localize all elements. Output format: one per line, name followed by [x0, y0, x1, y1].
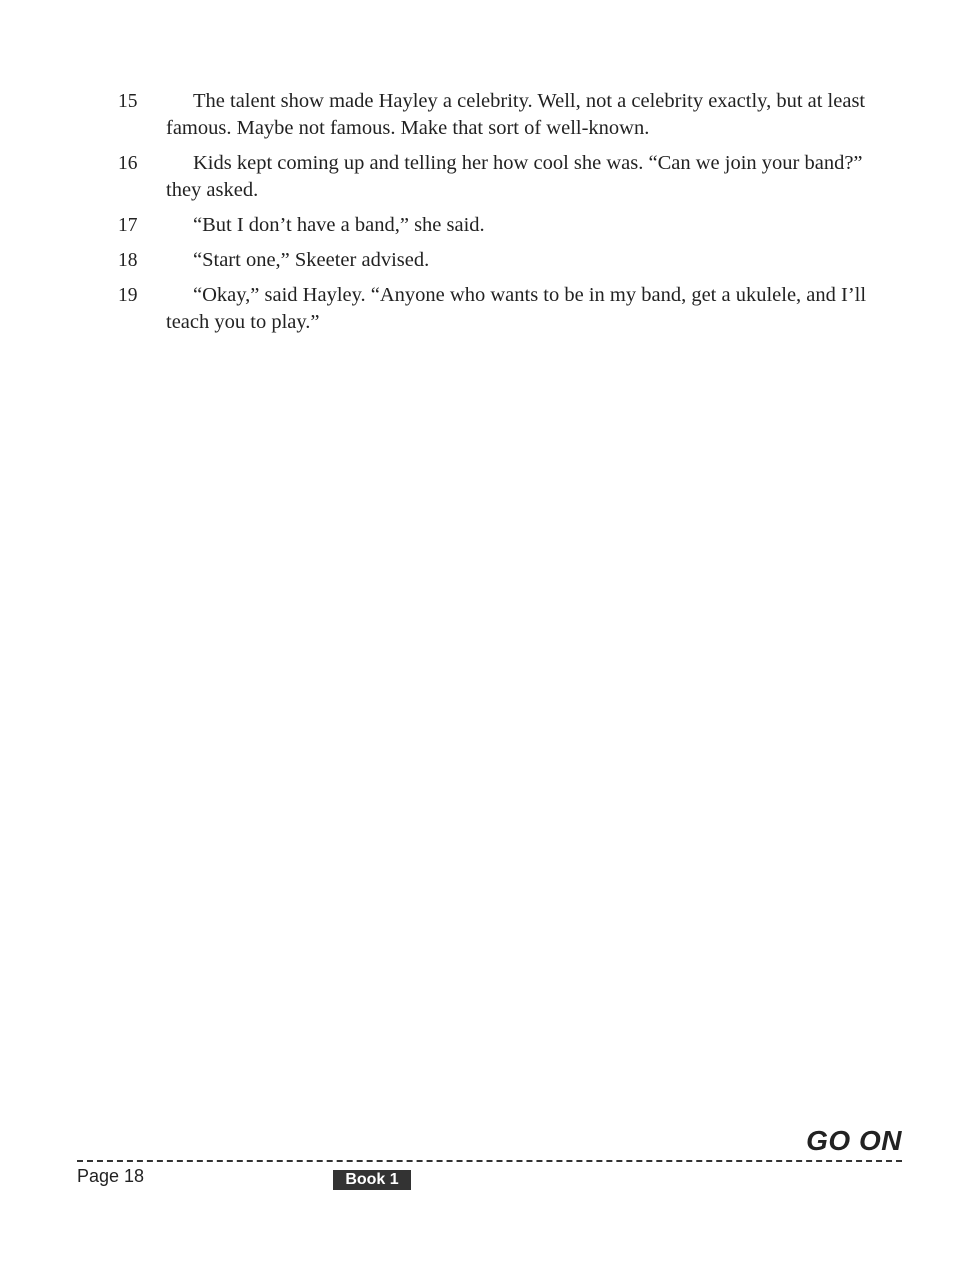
paragraph-text: “But I don’t have a band,” she said.: [193, 214, 485, 236]
paragraph-19: [118, 282, 878, 336]
paragraph-number: 17: [118, 215, 138, 236]
paragraph-15: [118, 88, 878, 142]
paragraph-text: Kids kept coming up and telling her how cool she was. “Can we join your band?” they asked.: [166, 152, 863, 201]
paragraph-17: [118, 212, 878, 239]
paragraph-text: “Okay,” said Hayley. “Anyone who wants to be in my band, get a ukulele, and I’ll teach you to play.”: [166, 284, 867, 333]
page-number: Page 18: [77, 1166, 145, 1186]
paragraph-number: 19: [118, 285, 138, 306]
go-on-label: GO ON: [806, 1125, 902, 1156]
reading-passage: [118, 88, 878, 344]
paragraph-text: “Start one,” Skeeter advised.: [193, 249, 430, 271]
paragraph-16: [118, 150, 878, 204]
paragraph-number: 18: [118, 250, 138, 271]
paragraph-text: The talent show made Hayley a celebrity. Well, not a celebrity exactly, but at least famous. Maybe not famous. Make that sort of well-known.: [166, 90, 866, 139]
book-badge: Book 1: [333, 1170, 411, 1190]
paragraph-number: 16: [118, 153, 138, 174]
paragraph-number: 15: [118, 91, 138, 112]
footer-divider: [77, 1160, 902, 1162]
paragraph-18: [118, 247, 878, 274]
